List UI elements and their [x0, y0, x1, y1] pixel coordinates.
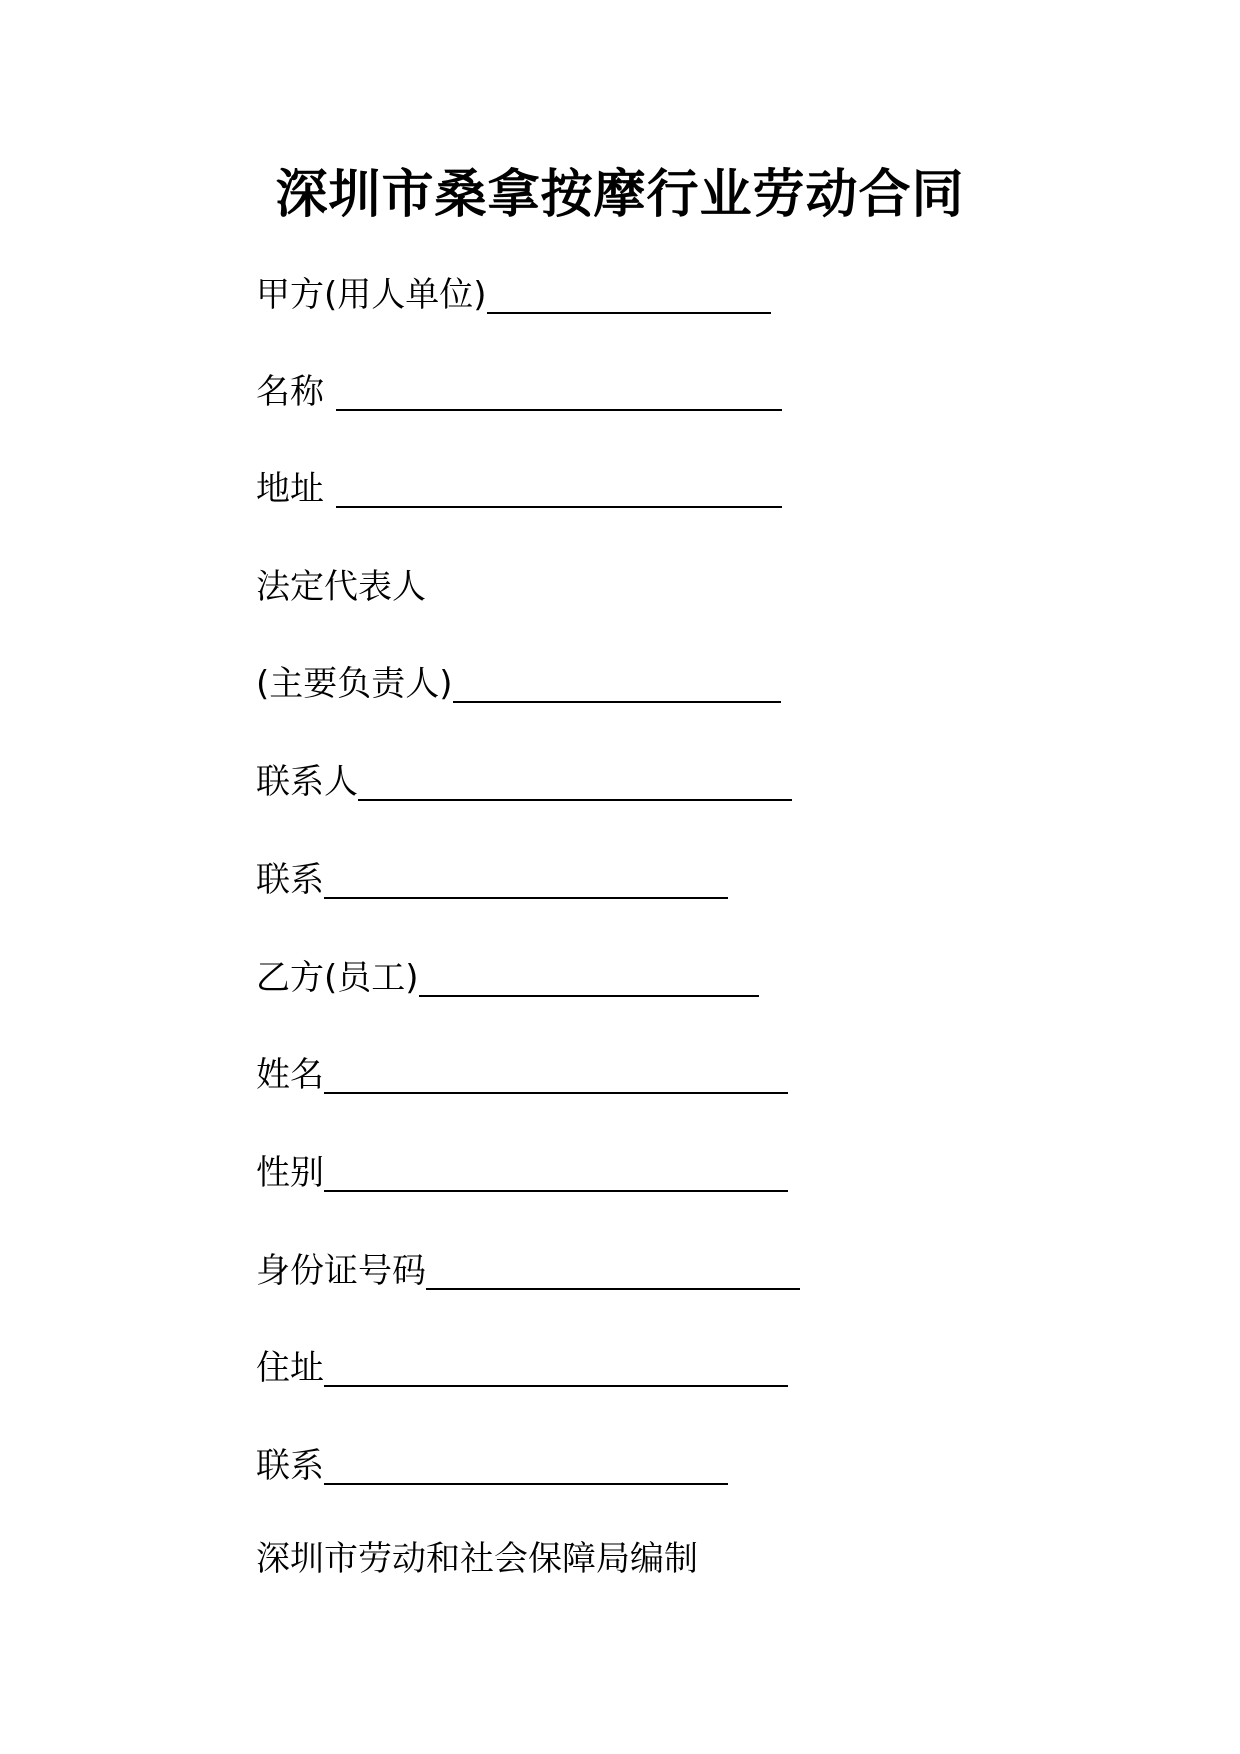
legal-representative-field — [256, 560, 426, 610]
field-label: 法定代表人 — [256, 567, 426, 607]
employee-gender-field — [256, 1146, 788, 1196]
fill-in-blank — [324, 857, 728, 899]
field-label: (主要负责人) — [256, 664, 453, 704]
id-number-field — [256, 1244, 800, 1294]
document-title: 深圳市桑拿按摩行业劳动合同 — [275, 164, 965, 225]
field-label: 名称 — [256, 372, 324, 412]
field-label: 联系 — [256, 1446, 324, 1486]
field-label: 甲方(用人单位) — [256, 275, 487, 315]
fill-in-blank — [487, 272, 771, 314]
fill-in-blank — [324, 1443, 728, 1485]
fill-in-blank — [358, 759, 792, 801]
party-a-name-field — [256, 365, 782, 415]
party-a-contact-field — [256, 853, 728, 903]
field-label: 性别 — [256, 1153, 324, 1193]
fill-in-blank — [324, 1052, 788, 1094]
party-a-field — [256, 268, 771, 318]
fill-in-blank — [336, 466, 782, 508]
employee-name-field — [256, 1048, 788, 1098]
principal-person-field — [256, 657, 781, 707]
field-label: 地址 — [256, 469, 324, 509]
fill-in-blank — [336, 369, 782, 411]
field-label: 联系人 — [256, 762, 358, 802]
party-b-field — [256, 951, 759, 1001]
issuing-authority: 深圳市劳动和社会保障局编制 — [256, 1539, 698, 1579]
fill-in-blank — [324, 1345, 788, 1387]
party-a-address-field — [256, 462, 782, 512]
field-label: 联系 — [256, 860, 324, 900]
field-label: 乙方(员工) — [256, 958, 419, 998]
employee-address-field — [256, 1341, 788, 1391]
field-label: 身份证号码 — [256, 1251, 426, 1291]
field-label: 姓名 — [256, 1055, 324, 1095]
fill-in-blank — [453, 661, 781, 703]
fill-in-blank — [419, 955, 759, 997]
employee-contact-field — [256, 1439, 728, 1489]
field-label: 住址 — [256, 1348, 324, 1388]
fill-in-blank — [426, 1248, 800, 1290]
fill-in-blank — [324, 1150, 788, 1192]
contact-person-field — [256, 755, 792, 805]
